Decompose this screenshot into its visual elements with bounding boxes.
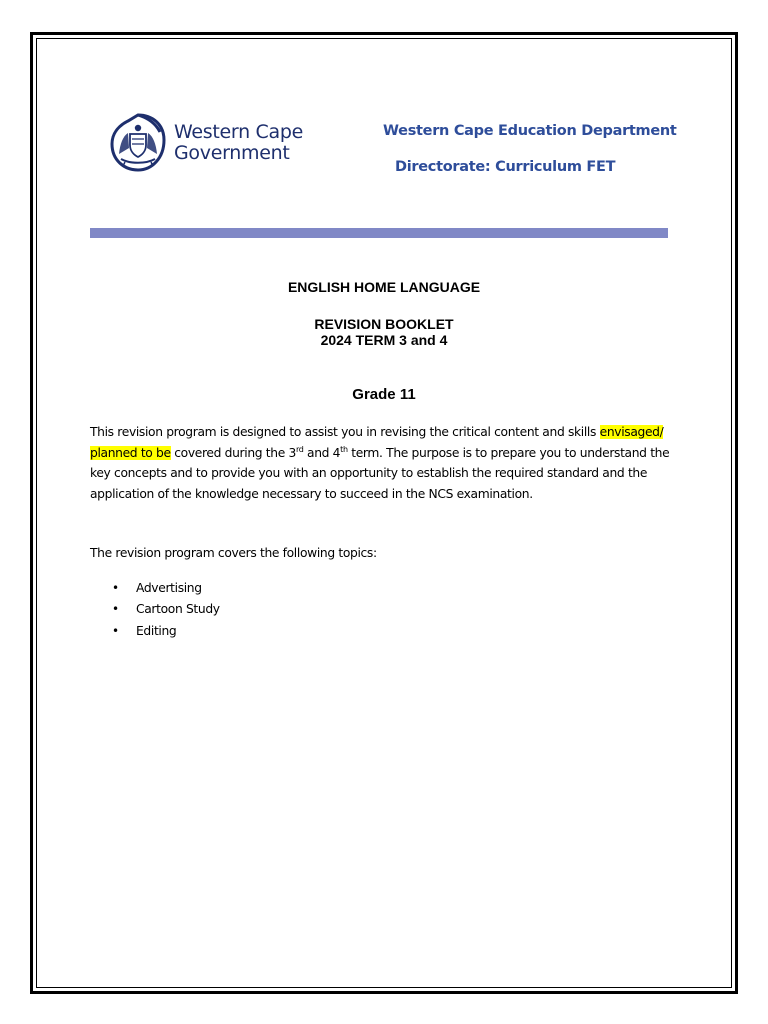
list-item bbox=[112, 599, 220, 621]
grade-title: Grade 11 bbox=[352, 386, 416, 403]
topics-list bbox=[112, 577, 220, 642]
list-item bbox=[112, 620, 220, 642]
intro-paragraph bbox=[90, 422, 690, 504]
topics-intro: The revision program covers the following topics: bbox=[90, 546, 377, 560]
list-item bbox=[112, 577, 220, 599]
logo-text-line1: Western Cape bbox=[174, 121, 304, 143]
topic-label: Advertising bbox=[136, 580, 202, 595]
coat-of-arms-icon bbox=[108, 112, 168, 174]
directorate-name: Directorate: Curriculum FET bbox=[395, 159, 616, 175]
bullet-icon: • bbox=[112, 602, 119, 617]
intro-text-3: and 4 bbox=[303, 445, 341, 460]
header-divider bbox=[90, 228, 668, 238]
topic-label: Editing bbox=[136, 623, 177, 638]
subject-title: ENGLISH HOME LANGUAGE bbox=[287, 279, 481, 295]
intro-text-2: covered during the 3 bbox=[170, 445, 296, 460]
intro-text-1: This revision program is designed to assist you in revising the critical content and skills bbox=[90, 425, 600, 439]
superscript-rd: rd bbox=[295, 444, 304, 454]
intro-text-4: term. The purpose is to prepare you to understand the key concepts and to provide you with an opportunity to establish the required standard and the application of the knowledge necessary to succeed in the NCS examination. bbox=[90, 445, 670, 501]
topic-label: Cartoon Study bbox=[136, 602, 220, 617]
highlighted-text: envisaged/ planned to be bbox=[90, 425, 664, 460]
bullet-icon: • bbox=[112, 580, 119, 595]
western-cape-government-logo bbox=[108, 111, 303, 175]
booklet-title bbox=[90, 316, 678, 348]
page-border-inner bbox=[36, 38, 732, 988]
booklet-title-line2: 2024 TERM 3 and 4 bbox=[320, 332, 448, 348]
department-name: Western Cape Education Department bbox=[383, 123, 677, 139]
booklet-title-line1: REVISION BOOKLET bbox=[314, 316, 454, 332]
bullet-icon: • bbox=[112, 623, 119, 638]
superscript-th: th bbox=[340, 444, 348, 454]
logo-text-line2: Government bbox=[174, 142, 290, 164]
